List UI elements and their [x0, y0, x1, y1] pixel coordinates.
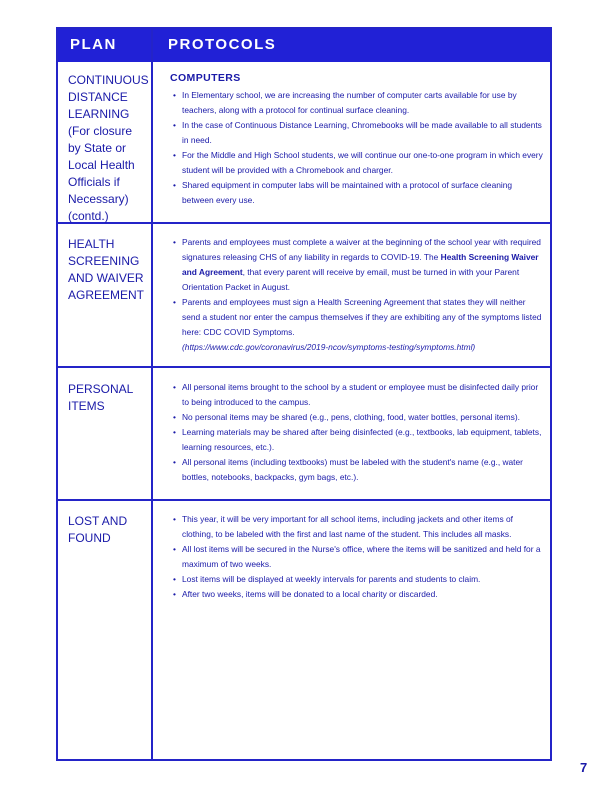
waiver-agreement-name: Health Screening Waiver and Agreement: [182, 252, 539, 277]
protocols-health-screening: [170, 235, 545, 355]
plan-lost-and-found: LOST AND FOUND: [68, 514, 128, 545]
column-divider: [151, 29, 153, 759]
protocols-table: [56, 27, 552, 761]
cdc-symptoms-url: (https://www.cdc.gov/coronavirus/2019-ncov/symptoms-testing/symptoms.html): [182, 342, 476, 352]
subheading-computers: COMPUTERS: [170, 72, 241, 84]
list-item: • In the case of Continuous Distance Learning, Chromebooks will be made available to all students in need.: [170, 118, 545, 148]
list-item: • All personal items (including textbooks) must be labeled with the student's name (e.g., water bottles, notebooks, backpacks, gym bags, etc.).: [170, 455, 545, 485]
plan-column-header: PLAN: [70, 36, 117, 53]
list-item: • Shared equipment in computer labs will be maintained with a protocol of surface cleaning between every use.: [170, 178, 545, 208]
page-number: 7: [580, 760, 588, 775]
list-item: • All lost items will be secured in the Nurse's office, where the items will be sanitized and held for a maximum of two weeks.: [170, 542, 545, 572]
list-item: • No personal items may be shared (e.g., pens, clothing, food, water bottles, personal items).: [170, 410, 545, 425]
list-item: • Parents and employees must complete a waiver at the beginning of the school year with required signatures releasing CHS of any liability in regards to COVID-19. The Health Screening Waiver and Agreement, that every parent will receive by email, must be turned in with your Parent Orientation Packet in August.: [170, 235, 545, 295]
row-divider: [58, 499, 550, 501]
list-item: • This year, it will be very important for all school items, including jackets and other items of clothing, to be labeled with the first and last name of the student. This includes all masks.: [170, 512, 545, 542]
plan-health-screening: HEALTH SCREENING AND WAIVER AGREEMENT: [68, 237, 145, 302]
plan-personal-items: PERSONAL ITEMS: [68, 382, 133, 413]
list-item: • All personal items brought to the school by a student or employee must be disinfected daily prior to being introduced to the campus.: [170, 380, 545, 410]
list-item: • After two weeks, items will be donated to a local charity or discarded.: [170, 587, 545, 602]
protocols-column-header: PROTOCOLS: [168, 36, 277, 53]
protocols-computers: [170, 71, 545, 208]
protocols-lost-and-found: [170, 512, 545, 602]
protocols-personal-items: [170, 380, 545, 485]
table-header: [58, 29, 550, 62]
list-item: • Lost items will be displayed at weekly intervals for parents and students to claim.: [170, 572, 545, 587]
list-item: • In Elementary school, we are increasing the number of computer carts available for use by teachers, along with a protocol for continual surface cleaning.: [170, 88, 545, 118]
list-item: • Learning materials may be shared after being disinfected (e.g., textbooks, lab equipment, tablets, learning resources, etc.).: [170, 425, 545, 455]
list-item: • For the Middle and High School students, we will continue our one-to-one program in which every student will be provided with a Chromebook and charger.: [170, 148, 545, 178]
row-divider: [58, 366, 550, 368]
plan-continuous-distance-learning: CONTINUOUS DISTANCE LEARNING (For closure by State or Local Health Officials if Necessary) (contd.): [68, 73, 149, 223]
list-item: • Parents and employees must sign a Health Screening Agreement that states they will neither send a student nor enter the campus themselves if they are exhibiting any of the symptoms listed here: CDC COVID Symptoms.: [170, 295, 545, 340]
